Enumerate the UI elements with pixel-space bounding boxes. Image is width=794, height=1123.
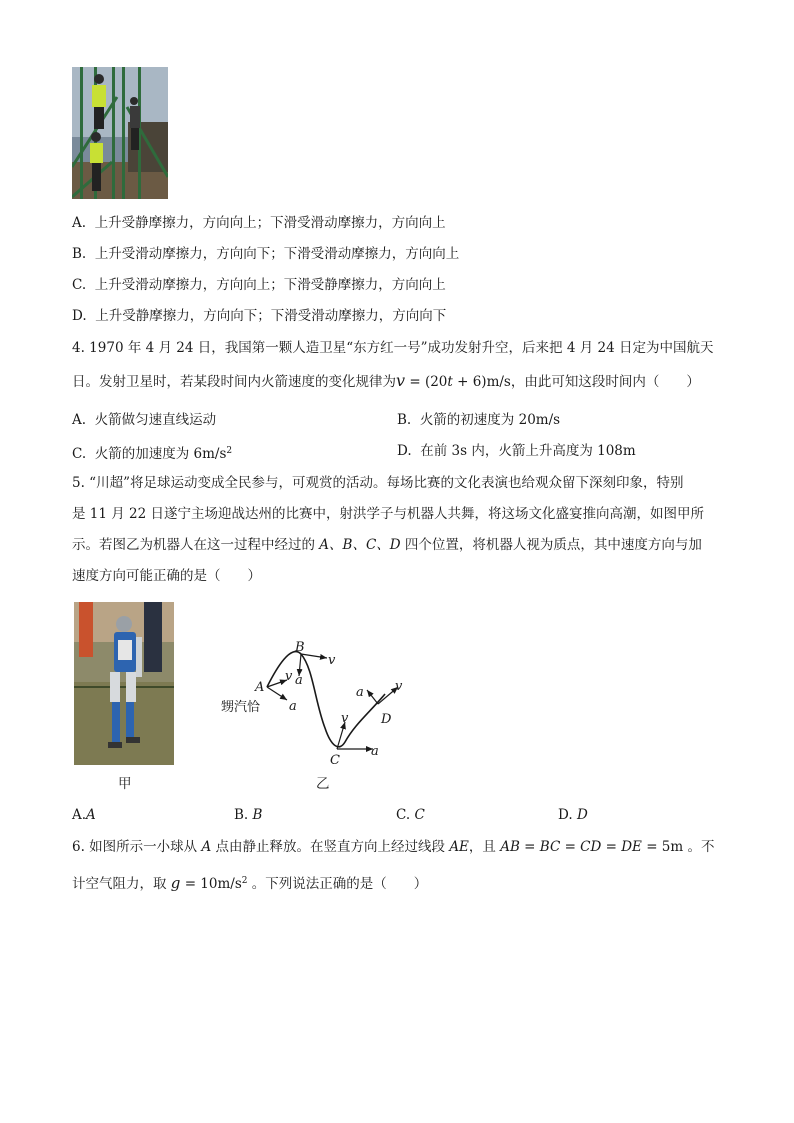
figure-yi-caption: 乙 [316, 776, 330, 792]
q5-option-c: C. C [396, 807, 425, 823]
label-d-point: D [381, 712, 392, 727]
d-acceleration-arrow [367, 690, 378, 704]
label-d-v: v [395, 679, 403, 694]
q4-option-c: C. 火箭的加速度为 $6m/s^2$ [72, 446, 233, 462]
robot-photo [74, 602, 174, 765]
label-d-a: a [356, 685, 364, 700]
climbing-photo [72, 67, 168, 199]
label-c-v: v [341, 711, 349, 726]
watermark-text: 甥汽恰 [221, 700, 261, 715]
q5-option-b: B. B [234, 807, 263, 823]
label-c-a: a [371, 744, 379, 759]
q3-option-c: C. 上升受滑动摩擦力，方向向上；下滑受静摩擦力，方向向上 [72, 277, 446, 293]
q5-stem-line3: 示。若图乙为机器人在这一过程中经过的 A、B、C、D 四个位置，将机器人视为质点，其中速度方向与加 [72, 537, 702, 553]
q5-stem-line2: 是 11 月 22 日遂宁主场迎战达州的比赛中，射洪学子与机器人共舞，将这场文化盛宴推向高潮，如图甲所 [72, 506, 705, 522]
label-a-point: A [255, 680, 265, 695]
label-c-point: C [330, 753, 340, 768]
q3-option-b: B. 上升受滑动摩擦力，方向向下；下滑受滑动摩擦力，方向向上 [72, 246, 460, 262]
q4-stem-line2: 日。发射卫星时，若某段时间内火箭速度的变化规律为v = (20t + 6)m/s，由此可知这段时间内（ ） [72, 371, 700, 390]
q4-option-b: B. 火箭的初速度为 20m/s [397, 412, 561, 428]
q5-option-a: A.A [72, 807, 96, 823]
q4-stem-line1: 4. 1970 年 4 月 24 日，我国第一颗人造卫星“东方红一号”成功发射升空，后来把 4 月 24 日定为中国航天 [72, 340, 714, 356]
q3-option-a: A. 上升受静摩擦力，方向向上；下滑受滑动摩擦力，方向向上 [72, 215, 446, 231]
q6-stem-line2: 计空气阻力，取 $g = 10m/s^2$ 。下列说法正确的是（ ） [72, 874, 428, 892]
label-b-point: B [295, 640, 305, 655]
q5-stem-line4: 速度方向可能正确的是（ ） [72, 568, 261, 584]
a-acceleration-arrow [267, 687, 287, 700]
label-a-v: v [285, 669, 293, 684]
q4-option-d: D. 在前 3s 内，火箭上升高度为 108m [397, 443, 636, 459]
figure-jia-caption: 甲 [118, 776, 132, 792]
trajectory-diagram [215, 632, 415, 772]
label-a-a: a [289, 699, 297, 714]
q6-stem-line1: 6. 如图所示一小球从 A 点由静止释放。在竖直方向上经过线段 AE，且 AB = BC = CD = DE = 5m 。不 [72, 839, 715, 855]
q5-option-d: D. D [558, 807, 588, 823]
q3-option-d: D. 上升受静摩擦力，方向向下；下滑受滑动摩擦力，方向向下 [72, 308, 447, 324]
label-b-a: a [295, 673, 303, 688]
label-b-v: v [328, 653, 336, 668]
q4-option-a: A. 火箭做匀速直线运动 [72, 412, 217, 428]
b-velocity-arrow [301, 654, 327, 658]
q5-stem-line1: 5. “川超”将足球运动变成全民参与，可观赏的活动。每场比赛的文化表演也给观众留下深刻印象，特别 [72, 475, 684, 491]
